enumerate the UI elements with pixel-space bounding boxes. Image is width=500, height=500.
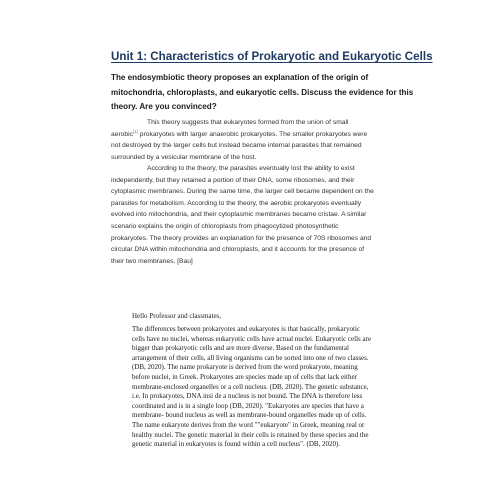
footnote-marker[interactable]: [1] <box>132 128 138 134</box>
question-line: theory. Are you convinced? <box>111 102 217 111</box>
essay-line: This theory suggests that eukaryotes formed from the union of small <box>147 119 349 126</box>
essay-text: aerobic <box>111 130 133 138</box>
essay-line: prokaryotes. The theory provides an explanation for the presence of 70S ribosomes and <box>111 234 372 242</box>
reply-greeting <box>132 312 221 322</box>
reply-line: coordinated and is in a single loop (DB, 2020). "Eukaryotes are species that have a <box>132 401 364 410</box>
reply-line: membrane- bound nucleus as well as membrane-bound organelles made up of cells. <box>132 411 367 420</box>
essay-line: parasites for metabolism. According to the theory, the aerobic prokaryotes eventually <box>111 199 362 207</box>
question-line: The endosymbiotic theory proposes an explanation of the origin of <box>111 73 369 82</box>
essay-line: their two membranes. [Bau] <box>111 257 193 265</box>
discussion-question <box>111 71 414 115</box>
essay-line: not destroyed by the larger cells but instead became internal parasites that remained <box>111 142 362 150</box>
essay-line <box>111 129 367 141</box>
essay-line: surrounded by a vesicular membrane of the host. <box>111 153 257 161</box>
essay-line: evolved into mitochondria, and their cytoplasmic membranes became cristae. A similar <box>111 211 367 219</box>
reply-line: i.e. In prokaryotes, DNA insi de a nucleus is not bound. The DNA is therefore less <box>132 392 363 401</box>
reply-line: healthy nuclei. The genetic material in their cells is retained by these species and the <box>132 430 369 439</box>
essay-line: cytoplasmic membranes. During the same time, the larger cell became dependent on the <box>111 188 374 196</box>
reply-line: genetic material in eukaryotes is found within a cell nucleus". (DB, 2020). <box>132 440 341 449</box>
reply-line: (DB, 2020). The name prokaryote is derived from the word prokaryote, meaning <box>132 363 358 372</box>
reply-line: The differences between prokaryotes and eukaryotes is that basically, prokaryotic <box>132 325 360 333</box>
essay-line: scenario explains the origin of chloroplasts from phagocytized photosynthetic <box>111 222 339 230</box>
greeting-line: Hello Professor and classmates, <box>132 312 222 320</box>
essay-paragraph-1 <box>111 117 367 163</box>
reply-line: The name eukaryote derives from the word "″eukaryote" in Greek, meaning real or <box>132 420 365 429</box>
reply-body <box>132 325 371 450</box>
essay-line: circular DNA within mitochondria and chloroplasts, and it accounts for the presence of <box>111 246 365 254</box>
reply-line: bigger than prokaryotic cells and are more diverse. Based on the fundamental <box>132 344 349 353</box>
reply-line: membrane-enclosed organelles or a cell nucleus. (DB, 2020). The genetic substance, <box>132 382 369 391</box>
essay-line: independently, but they retained a portion of their DNA, some ribosomes, and their <box>111 176 355 184</box>
question-line: mitochondria, chloroplasts, and eukaryotic cells. Discuss the evidence for this <box>111 87 414 97</box>
essay-line: According to the theory, the parasites eventually lost the ability to exist <box>147 165 355 172</box>
essay-text: prokaryotes with larger anaerobic prokaryotes. The smaller prokaryotes were <box>137 130 368 138</box>
essay-paragraph-2 <box>111 163 374 267</box>
document-title: Unit 1: Characteristics of Prokaryotic and Eukaryotic Cells <box>111 50 433 63</box>
reply-line: before nuclei, in Greek. Prokaryotes are species made up of cells that lack either <box>132 372 357 381</box>
reply-line: arrangement of their cells, all living organisms can be sorted into one of two classes. <box>132 353 369 362</box>
reply-line: cells have no nuclei, whereas eukaryotic cells have actual nuclei. Eukaryotic cells are <box>132 334 372 343</box>
